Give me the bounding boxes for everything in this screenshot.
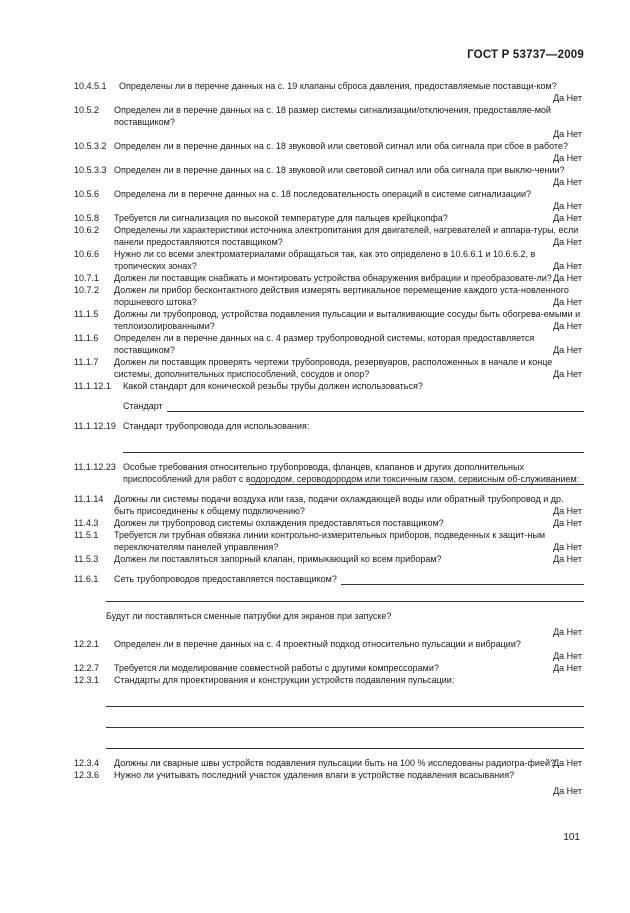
question-12-2-7 (74, 662, 584, 674)
item-number: 10.6.6 (74, 249, 100, 259)
question-text: Определена ли в перечне данных на с. 18 последовательность операций в системе сигнализации? (114, 189, 532, 199)
answer-line[interactable] (341, 575, 584, 585)
item-number: 11.1.5 (74, 309, 99, 319)
yes-no-answer[interactable]: Да Нет (553, 786, 582, 796)
question-text: Определены ли характеристики источника электропитания для двигателей, нагревателей и аппара-туры, если панели предоставляются поставщиком? (114, 225, 579, 247)
question-text: Нужно ли учитывать последний участок удаления влаги в устройстве подавления всасывания? (114, 770, 515, 780)
yes-no-answer[interactable]: Да Нет (553, 321, 582, 331)
standard-field[interactable] (123, 400, 584, 412)
question-text: Будут ли поставляться сменные патрубки для экранов при запуске? (106, 611, 392, 621)
question-text: Определен ли в перечне данных на с. 18 звуковой или световой сигнал или оба сигнала при сбое в работе? (114, 141, 568, 151)
question-text: Стандарт трубопровода для использования: (123, 421, 310, 431)
question-10-5-2 (74, 104, 584, 140)
question-11-1-5 (74, 308, 584, 332)
item-number: 12.3.6 (74, 770, 100, 780)
document-header: ГОСТ Р 53737—2009 (467, 49, 584, 61)
item-number: 11.1.6 (74, 333, 99, 343)
question-10-6-2 (74, 224, 584, 248)
question-12-3-1 (74, 674, 584, 749)
question-text: Должен ли поставляться запорный клапан, примыкающий ко всем приборам? (114, 554, 442, 564)
question-text: Должен ли прибор бесконтактного действия измерять вертикальное перемещение каждого уста-новленного поршневого штока? (114, 285, 569, 307)
item-number: 11.1.12.23 (74, 462, 116, 472)
standard-input-line[interactable] (167, 402, 584, 412)
question-text: Определены ли в перечне данных на с. 19 клапаны сброса давления, предоставляемые поставщи-ком? (119, 81, 557, 91)
item-number: 12.3.4 (74, 758, 100, 768)
item-number: 11.5.1 (74, 530, 99, 540)
question-12-2-1 (74, 638, 584, 662)
question-text: Стандарты для проектирования и конструкции устройств подавления пульсации: (114, 675, 455, 685)
question-11-5-3 (74, 553, 584, 565)
question-text: Какой стандарт для конической резьбы трубы должен использоваться? (123, 381, 423, 391)
yes-no-answer[interactable]: Да Нет (553, 261, 582, 271)
item-number: 10.5.2 (74, 105, 100, 115)
answer-line[interactable] (106, 715, 584, 728)
question-10-5-3-3 (74, 164, 584, 188)
question-text: Требуется ли сигнализация по высокой температуре для пальцев крейцкопфа? (114, 213, 448, 223)
yes-no-answer[interactable]: Да Нет (553, 542, 582, 552)
answer-line[interactable] (123, 440, 584, 453)
answer-line[interactable] (106, 589, 584, 602)
question-11-1-12-19 (74, 420, 584, 453)
question-text: Должен ли поставщик снабжать и монтировать устройства обнаружения вибрации и преобразовате-ли? (114, 273, 552, 283)
item-number: 11.5.3 (74, 554, 99, 564)
item-number: 11.4.3 (74, 518, 99, 528)
question-10-6-6 (74, 248, 584, 272)
question-10-5-3-2 (74, 140, 584, 164)
item-number: 12.2.7 (74, 663, 100, 673)
item-number: 10.5.3.2 (74, 141, 107, 151)
question-12-3-4 (74, 757, 584, 769)
question-12-3-6 (74, 769, 584, 797)
item-number: 11.1.12.19 (74, 421, 116, 431)
question-11-1-12-23 (74, 461, 584, 485)
page-number: 101 (563, 832, 580, 843)
questionnaire (74, 80, 584, 797)
yes-no-answer[interactable]: Да Нет (553, 177, 582, 187)
question-10-5-8 (74, 212, 584, 224)
question-10-4-5-1 (74, 80, 584, 104)
question-text: Должны ли сварные швы устройств подавления пульсации быть на 100 % исследованы радиогра-фией? (114, 758, 555, 768)
yes-no-answer[interactable]: Да Нет (553, 93, 582, 103)
question-11-6-1 (74, 573, 584, 602)
question-10-5-6 (74, 188, 584, 212)
question-text: Должен ли трубопровод системы охлаждения предоставляться поставщиком? (114, 518, 444, 528)
yes-no-answer[interactable]: Да Нет (553, 758, 582, 768)
item-number: 10.7.1 (74, 273, 100, 283)
question-spare-nozzles (74, 610, 584, 638)
item-number: 10.6.2 (74, 225, 100, 235)
question-10-7-1 (74, 272, 584, 284)
question-11-1-14 (74, 493, 584, 517)
standard-label: Стандарт (123, 401, 163, 411)
answer-line[interactable] (106, 694, 584, 707)
question-text: Определен ли в перечне данных на с. 4 размер трубопроводной системы, которая предоставляется поставщиком? (114, 333, 535, 355)
question-text: Должен ли поставщик проверять чертежи трубопровода, резервуаров, расположенных в начале и конце системы, дополнительных приспособлений, сосудов и опор? (114, 357, 553, 379)
yes-no-answer[interactable]: Да Нет (553, 297, 582, 307)
yes-no-answer[interactable]: Да Нет (553, 129, 582, 139)
yes-no-answer[interactable]: Да Нет (553, 506, 582, 516)
question-text: Требуется ли трубная обвязка линии контрольно-измерительных приборов, подведенных к защит-ным переключателям панелей управления? (114, 530, 546, 552)
yes-no-answer[interactable]: Да Нет (553, 518, 582, 528)
answer-line[interactable] (106, 736, 584, 749)
yes-no-answer[interactable]: Да Нет (553, 345, 582, 355)
question-11-5-1 (74, 529, 584, 553)
question-11-1-12-1 (74, 380, 584, 412)
question-text: Особые требования относительно трубопровода, фланцев, клапанов и других дополнительных приспособлений для работ с водородом, сероводородом или токсичным газом, сервисным об-служиванием: (123, 462, 580, 484)
item-number: 10.7.2 (74, 285, 100, 295)
yes-no-answer[interactable]: Да Нет (553, 213, 582, 223)
yes-no-answer[interactable]: Да Нет (553, 237, 582, 247)
question-text: Должны ли системы подачи воздуха или газа, подачи охлаждающей воды или обратный трубопровод и др. быть присоединены к общему подключению? (114, 494, 564, 516)
question-text: Требуется ли моделирование совместной работы с другими компрессорами? (114, 663, 439, 673)
item-number: 12.3.1 (74, 675, 100, 685)
item-number: 10.5.3.3 (74, 165, 107, 175)
question-text: Определен ли в перечне данных на с. 18 звуковой или световой сигнал или оба сигнала при выклю-чении? (114, 165, 565, 175)
question-text: Нужно ли со всеми электроматериалами обращаться так, как это определено в 10.6.6.1 и 10.6.6.2, в тропических зонах? (114, 249, 536, 271)
item-number: 10.5.8 (74, 213, 100, 223)
question-11-4-3 (74, 517, 584, 529)
yes-no-answer[interactable]: Да Нет (553, 369, 582, 379)
yes-no-answer[interactable]: Да Нет (553, 201, 582, 211)
item-number: 11.1.14 (74, 494, 104, 504)
question-text: Должны ли трубопровод, устройства подавления пульсации и выталкивающие сосуды быть обогрева-емыми и теплоизолированными? (114, 309, 581, 331)
question-11-1-7 (74, 356, 584, 380)
yes-no-answer[interactable]: Да Нет (553, 627, 582, 637)
item-number: 12.2.1 (74, 639, 100, 649)
yes-no-answer[interactable]: Да Нет (553, 554, 582, 564)
item-number: 10.5.6 (74, 189, 100, 199)
item-number: 11.6.1 (74, 574, 99, 584)
item-number: 10.4.5.1 (74, 81, 107, 91)
question-text: Определен ли в перечне данных на с. 18 размер системы сигнализации/отключения, предоставляе-мой поставщиком? (114, 105, 551, 127)
yes-no-answer[interactable]: Да Нет (553, 273, 582, 283)
question-text: Сеть трубопроводов предоставляется поставщиком? (114, 574, 337, 584)
item-number: 11.1.7 (74, 357, 99, 367)
question-text: Определен ли в перечне данных на с. 4 проектный подход относительно пульсации и вибрации? (114, 639, 521, 649)
yes-no-answer[interactable]: Да Нет (553, 153, 582, 163)
item-number: 11.1.12.1 (74, 381, 111, 391)
question-11-1-6 (74, 332, 584, 356)
yes-no-answer[interactable]: Да Нет (553, 663, 582, 673)
question-10-7-2 (74, 284, 584, 308)
yes-no-answer[interactable]: Да Нет (553, 651, 582, 661)
